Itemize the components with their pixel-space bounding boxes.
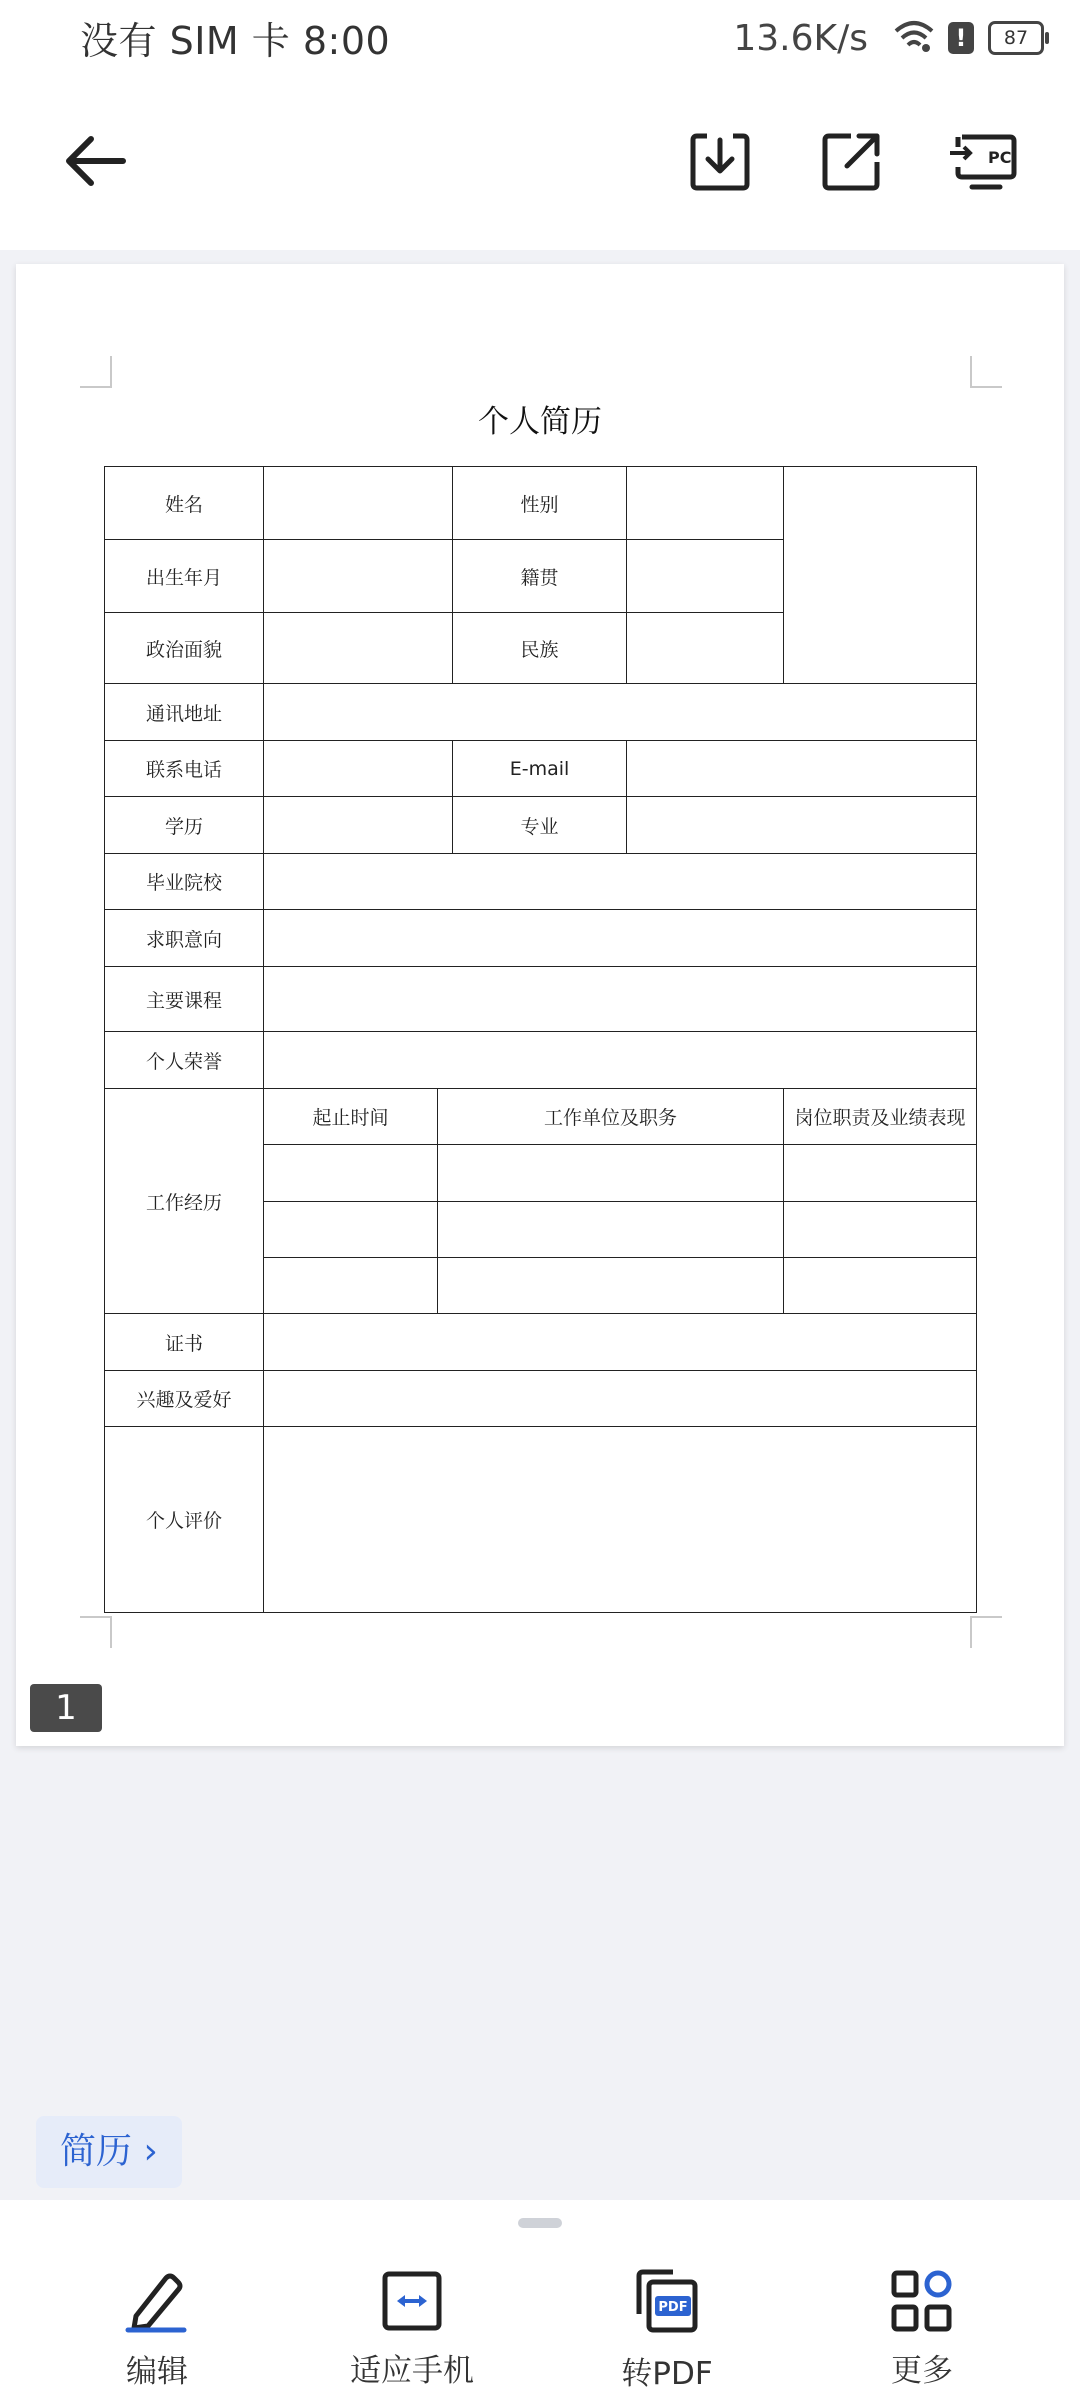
status-icons	[733, 10, 1044, 66]
share-icon	[821, 130, 883, 192]
drag-handle[interactable]	[518, 2218, 562, 2228]
value-cell	[627, 741, 977, 797]
value-cell	[264, 1314, 977, 1371]
label-phone: 联系电话	[105, 741, 264, 797]
more-button[interactable]	[822, 2240, 1022, 2390]
value-cell	[627, 797, 977, 854]
label-native-place: 籍贯	[453, 540, 627, 613]
crop-mark	[80, 356, 112, 388]
label-main-courses: 主要课程	[105, 967, 264, 1032]
crop-mark	[80, 1616, 112, 1648]
value-cell	[264, 613, 453, 684]
label-hobbies: 兴趣及爱好	[105, 1371, 264, 1427]
value-cell	[438, 1202, 784, 1258]
header-employer-position: 工作单位及职务	[438, 1089, 784, 1145]
label-birth: 出生年月	[105, 540, 264, 613]
fit-phone-button[interactable]	[312, 2240, 512, 2390]
value-cell	[264, 741, 453, 797]
value-cell	[264, 684, 977, 741]
back-button[interactable]	[50, 116, 140, 206]
page-number-badge: 1	[30, 1684, 102, 1732]
label-major: 专业	[453, 797, 627, 854]
more-grid-icon	[885, 2268, 959, 2333]
label-political-status: 政治面貌	[105, 613, 264, 684]
label-gender: 性别	[453, 467, 627, 540]
document-title: 个人简历	[478, 404, 602, 440]
value-cell	[264, 1258, 438, 1314]
value-cell	[627, 540, 784, 613]
crop-mark	[970, 356, 1002, 388]
value-cell	[264, 1145, 438, 1202]
bottom-action-bar	[0, 2200, 1080, 2400]
photo-cell	[784, 467, 977, 684]
share-button[interactable]	[807, 116, 897, 206]
edit-button[interactable]	[57, 2240, 257, 2390]
pc-badge: PC	[988, 148, 1012, 167]
battery-icon: 87	[988, 21, 1044, 55]
value-cell	[264, 540, 453, 613]
value-cell	[438, 1145, 784, 1202]
value-cell	[264, 854, 977, 910]
value-cell	[627, 613, 784, 684]
alert-icon: !	[948, 22, 974, 54]
value-cell	[784, 1258, 977, 1314]
value-cell	[264, 467, 453, 540]
label-honors: 个人荣誉	[105, 1032, 264, 1089]
value-cell	[264, 967, 977, 1032]
fit-phone-label: 适应手机	[350, 2353, 474, 2389]
edit-pencil-icon	[120, 2268, 194, 2334]
back-arrow-icon	[63, 133, 127, 189]
label-ethnicity: 民族	[453, 613, 627, 684]
header-duties-performance: 岗位职责及业绩表现	[784, 1089, 977, 1145]
document-name-tag[interactable]: 简历 ›	[36, 2116, 182, 2188]
convert-pdf-label: 转PDF	[621, 2356, 713, 2392]
resume-table	[104, 466, 977, 1613]
crop-mark	[970, 1616, 1002, 1648]
convert-pdf-button[interactable]	[567, 2240, 767, 2390]
top-toolbar	[0, 76, 1080, 250]
value-cell	[264, 797, 453, 854]
cast-to-pc-icon	[948, 129, 1018, 193]
label-job-intention: 求职意向	[105, 910, 264, 967]
edit-label: 编辑	[126, 2354, 188, 2390]
label-education: 学历	[105, 797, 264, 854]
label-work-experience: 工作经历	[105, 1089, 264, 1314]
value-cell	[438, 1258, 784, 1314]
convert-pdf-icon	[630, 2268, 704, 2336]
pdf-badge: PDF	[658, 2300, 688, 2315]
download-icon	[689, 130, 751, 192]
label-certificates: 证书	[105, 1314, 264, 1371]
value-cell	[784, 1145, 977, 1202]
value-cell	[264, 910, 977, 967]
value-cell	[264, 1371, 977, 1427]
value-cell	[264, 1427, 977, 1613]
label-email: E-mail	[453, 741, 627, 797]
header-period: 起止时间	[264, 1089, 438, 1145]
cast-to-pc-button[interactable]	[938, 116, 1028, 206]
label-self-evaluation: 个人评价	[105, 1427, 264, 1613]
document-page[interactable]	[16, 264, 1064, 1746]
value-cell	[264, 1032, 977, 1089]
label-name: 姓名	[105, 467, 264, 540]
download-button[interactable]	[675, 116, 765, 206]
label-school: 毕业院校	[105, 854, 264, 910]
more-label: 更多	[891, 2353, 953, 2389]
net-speed: 13.6K/s	[733, 17, 868, 59]
fit-phone-icon	[375, 2268, 449, 2333]
status-bar	[0, 0, 1080, 76]
value-cell	[627, 467, 784, 540]
carrier-time: 没有 SIM 卡 8:00	[80, 19, 391, 63]
label-address: 通讯地址	[105, 684, 264, 741]
wifi-icon	[894, 19, 934, 57]
value-cell	[264, 1202, 438, 1258]
value-cell	[784, 1202, 977, 1258]
